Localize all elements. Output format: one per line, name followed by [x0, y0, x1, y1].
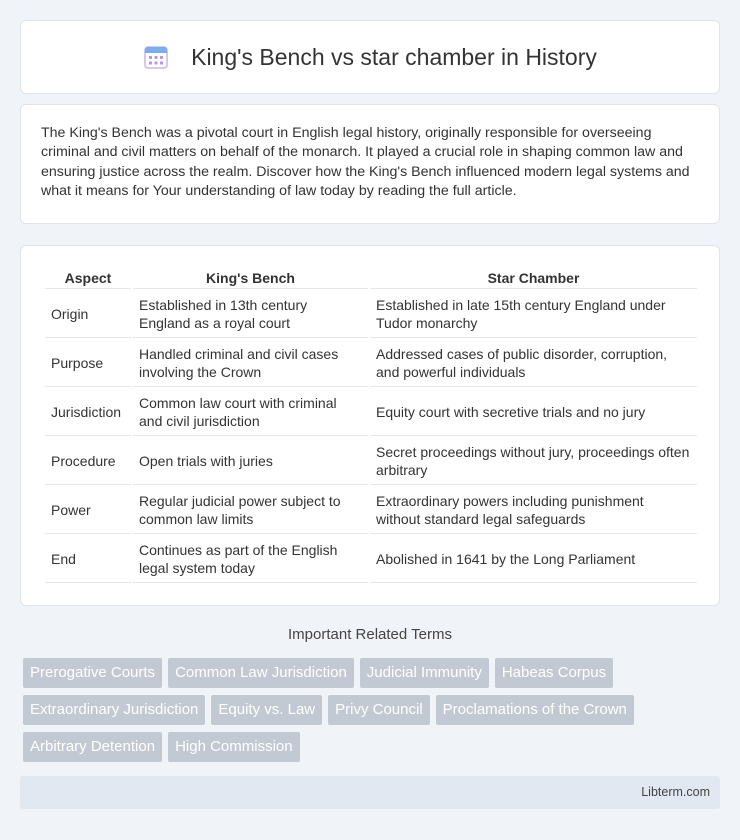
term-tag[interactable]: Arbitrary Detention	[23, 732, 162, 762]
cell-aspect: Origin	[45, 291, 131, 338]
term-tag[interactable]: Equity vs. Law	[211, 695, 322, 725]
term-tag[interactable]: Prerogative Courts	[23, 658, 162, 688]
cell-aspect: End	[45, 536, 131, 583]
table-row	[45, 389, 697, 436]
cell-star-chamber: Extraordinary powers including punishment without standard legal safeguards	[370, 487, 697, 534]
related-terms-title: Important Related Terms	[288, 626, 452, 643]
header-aspect: Aspect	[45, 269, 131, 289]
term-tag[interactable]: Common Law Jurisdiction	[168, 658, 354, 688]
intro-text: The King's Bench was a pivotal court in English legal history, originally responsible for overseeing criminal and civil matters on behalf of the monarch. It played a crucial role in shaping common law and ensuring justice across the realm. Discover how the King's Bench influenced modern legal systems and what it means for Your understanding of law today by reading the full article.	[41, 125, 690, 200]
intro-card	[20, 104, 720, 224]
comparison-table	[43, 267, 699, 585]
cell-aspect: Purpose	[45, 340, 131, 387]
page-title: King's Bench vs star chamber in History	[191, 43, 597, 70]
cell-star-chamber: Secret proceedings without jury, proceedings often arbitrary	[370, 438, 697, 485]
cell-kings-bench: Handled criminal and civil cases involving the Crown	[133, 340, 368, 387]
cell-aspect: Power	[45, 487, 131, 534]
header-kings-bench: King's Bench	[133, 269, 368, 289]
table-row	[45, 487, 697, 534]
comparison-card	[20, 245, 720, 606]
cell-aspect: Jurisdiction	[45, 389, 131, 436]
table-row	[45, 536, 697, 583]
cell-star-chamber: Abolished in 1641 by the Long Parliament	[370, 536, 697, 583]
footer-site-link[interactable]: Libterm.com	[641, 785, 710, 799]
cell-star-chamber: Equity court with secretive trials and no jury	[370, 389, 697, 436]
cell-kings-bench: Regular judicial power subject to common law limits	[133, 487, 368, 534]
term-tag[interactable]: Extraordinary Jurisdiction	[23, 695, 205, 725]
cell-kings-bench: Established in 13th century England as a royal court	[133, 291, 368, 338]
term-tag[interactable]: Proclamations of the Crown	[436, 695, 634, 725]
term-tag[interactable]: Habeas Corpus	[495, 658, 613, 688]
table-header-row	[45, 269, 697, 289]
term-tag[interactable]: High Commission	[168, 732, 300, 762]
cell-kings-bench: Continues as part of the English legal system today	[133, 536, 368, 583]
header-card	[20, 20, 720, 94]
term-tag[interactable]: Judicial Immunity	[360, 658, 489, 688]
footer	[20, 776, 720, 809]
table-row	[45, 291, 697, 338]
table-row	[45, 340, 697, 387]
cell-kings-bench: Common law court with criminal and civil jurisdiction	[133, 389, 368, 436]
cell-aspect: Procedure	[45, 438, 131, 485]
table-row	[45, 438, 697, 485]
cell-star-chamber: Established in late 15th century England under Tudor monarchy	[370, 291, 697, 338]
cell-star-chamber: Addressed cases of public disorder, corruption, and powerful individuals	[370, 340, 697, 387]
related-terms-list	[23, 658, 723, 769]
cell-kings-bench: Open trials with juries	[133, 438, 368, 485]
header-star-chamber: Star Chamber	[370, 269, 697, 289]
calendar-icon	[143, 44, 169, 70]
term-tag[interactable]: Privy Council	[328, 695, 430, 725]
